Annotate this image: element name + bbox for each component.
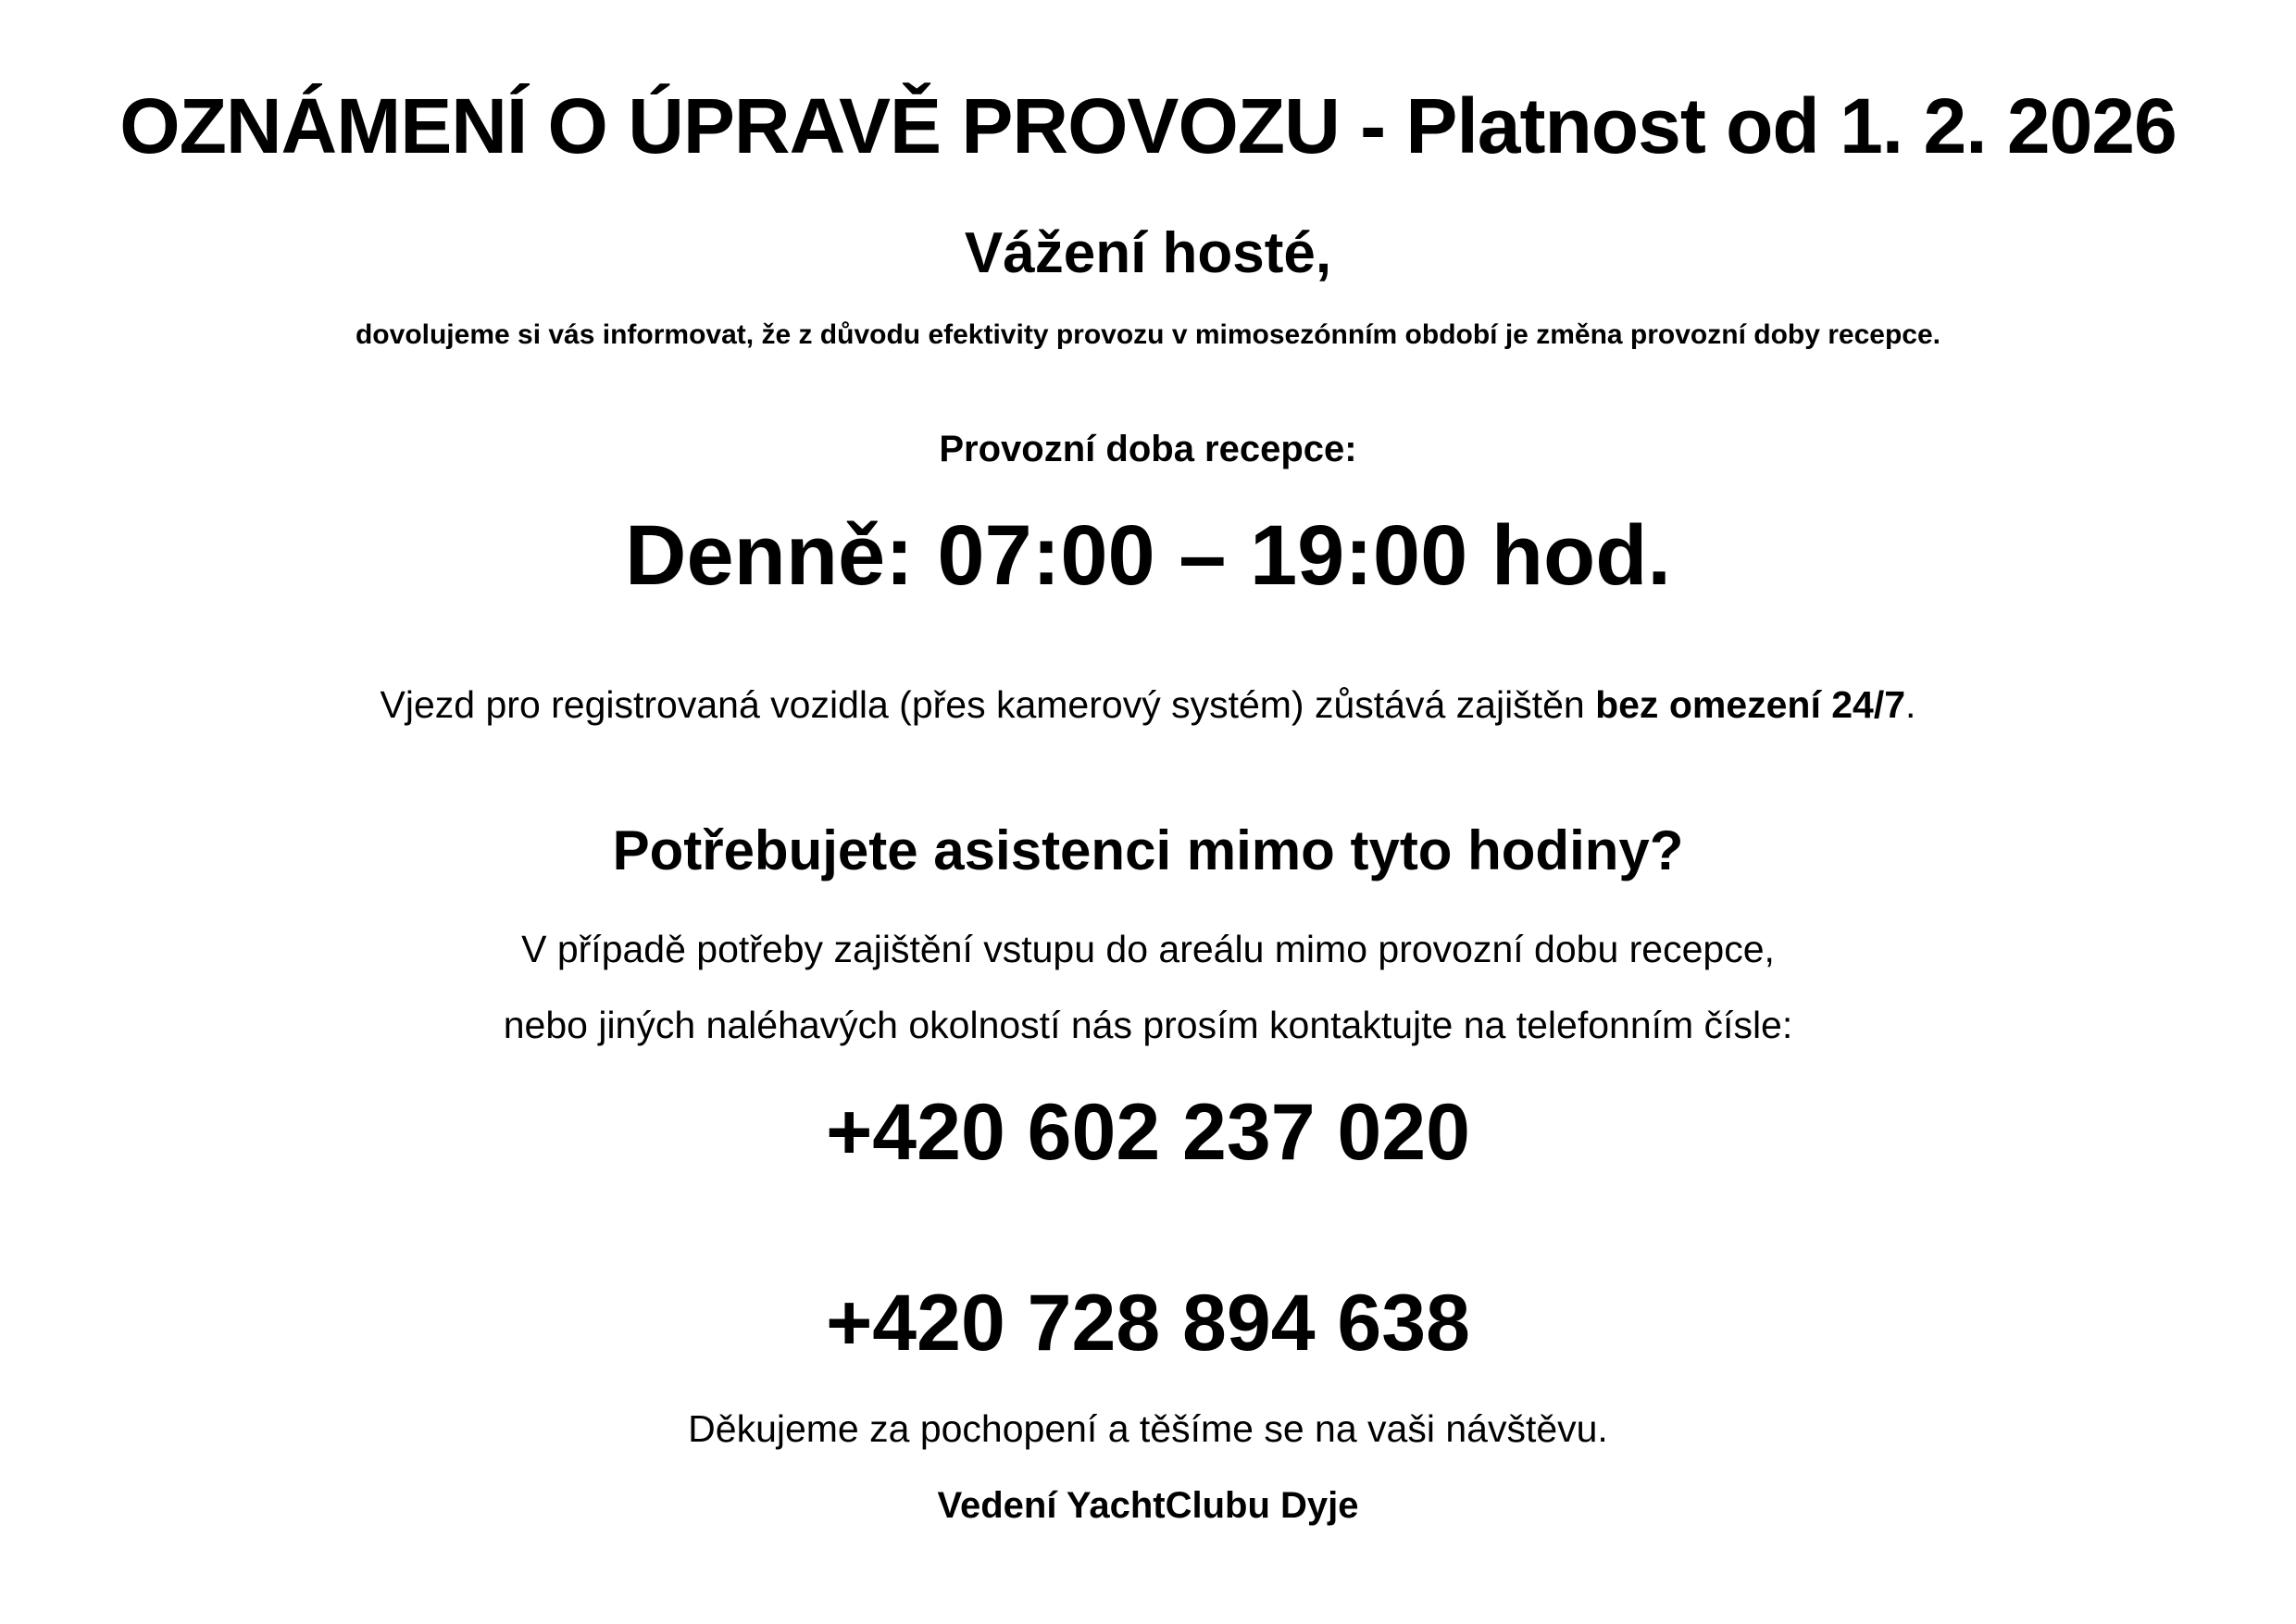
assistance-text-line-1: V případě potřeby zajištění vstupu do areálu mimo provozní dobu recepce, — [521, 928, 1775, 970]
assistance-text-line-2: nebo jiných naléhavých okolností nás prosím kontaktujte na telefonním čísle: — [503, 1004, 1793, 1046]
greeting: Vážení hosté, — [964, 221, 1332, 285]
phone-number-2: +420 728 894 638 — [826, 1279, 1470, 1368]
assistance-heading: Potřebujete asistenci mimo tyto hodiny? — [612, 819, 1684, 881]
signature: Vedení YachtClubu Dyje — [937, 1485, 1359, 1526]
reception-hours-label: Provozní doba recepce: — [939, 429, 1357, 469]
vehicle-access-emphasis: bez omezení 24/7 — [1595, 683, 1906, 726]
vehicle-access-main: Vjezd pro registrovaná vozidla (přes kamerový systém) zůstává zajištěn — [380, 683, 1596, 726]
reception-hours-value: Denně: 07:00 – 19:00 hod. — [625, 508, 1671, 603]
notice-title: OZNÁMENÍ O ÚPRAVĚ PROVOZU - Platnost od 1. 2. 2026 — [119, 82, 2177, 169]
phone-number-1: +420 602 237 020 — [826, 1088, 1470, 1177]
vehicle-access-end: . — [1905, 683, 1916, 726]
vehicle-access-text — [0, 683, 2296, 727]
intro-text: dovolujeme si vás informovat, že z důvodu efektivity provozu v mimosezónním období je změna provozní doby recepce. — [355, 319, 1940, 350]
thanks-text: Děkujeme za pochopení a těšíme se na vaši návštěvu. — [688, 1407, 1608, 1450]
